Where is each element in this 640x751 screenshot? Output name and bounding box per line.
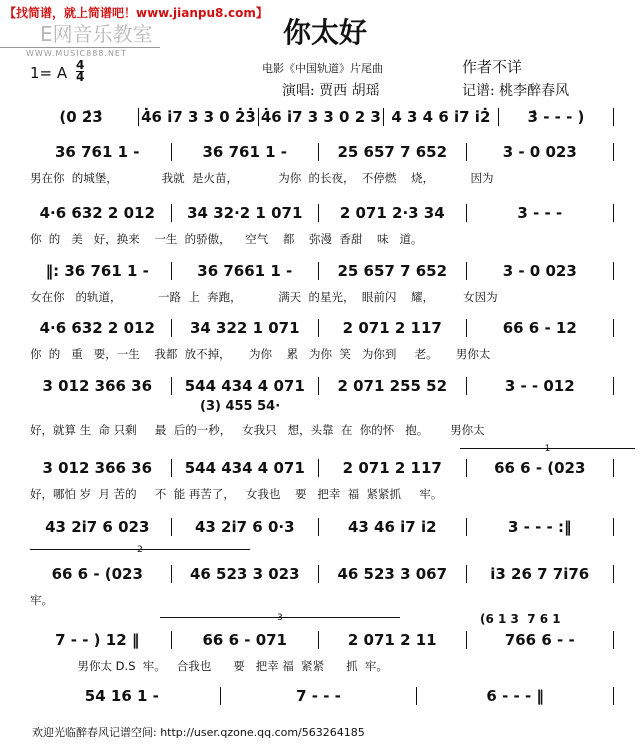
measure: 25 657 7 652: [337, 262, 448, 280]
lyrics-line: 好，哪怕 岁 月 苦的 不 能 再苦了， 女我也 要 把幸 福 紧紧抓 牢。: [30, 487, 443, 501]
measure: 2 071 2 117: [342, 459, 442, 477]
bar-line: [613, 565, 614, 583]
score-system: [24, 687, 614, 705]
measure: 4·6 632 2 012: [39, 319, 155, 337]
score-system: [24, 565, 614, 583]
measure: 2 071 2 11: [347, 631, 437, 649]
measure: 2 071 255 52: [337, 377, 448, 395]
measure: 4̇6 i̇7 3 3 0 2̇3̇: [141, 108, 256, 126]
measure: 4 3 4 6 i̇7 i̇2̇: [391, 108, 491, 126]
measure: 66 6 - (023: [51, 565, 143, 583]
measure: 766 6 - -: [504, 631, 575, 649]
measure: 66 6 - 12: [502, 319, 577, 337]
alternate-notes: (3) 455 54·: [200, 399, 281, 414]
volta-bracket: 1: [460, 448, 635, 455]
measure: 3 012 366 36: [42, 377, 153, 395]
measure: 66 6 - (023: [494, 459, 586, 477]
measure: 43 46 i7 i2: [347, 518, 437, 536]
measure: 2 071 2 117: [342, 319, 442, 337]
measure: 46 523 3 067: [337, 565, 448, 583]
lyrics-line: 你 的 美 好，换来 一生 的骄傲， 空气 都 弥漫 香甜 味 道。: [30, 232, 423, 246]
score-system: [24, 459, 614, 477]
footer-text: 欢迎光临醉春风记谱空间: http://user.qzone.qq.com/563264185: [32, 726, 365, 739]
volta-bracket: 3: [160, 617, 400, 624]
bar-line: [613, 319, 614, 337]
measure: 7 - - ) 12 ‖: [55, 631, 140, 649]
bar-line: [613, 108, 614, 126]
measure: ‖: 36 761 1 -: [45, 262, 149, 280]
lyrics-line: 你 的 重 要，一生 我都 放不掉， 为你 累 为你 笑 为你到 老。 男你太: [30, 347, 491, 361]
divider: [0, 47, 160, 48]
measure: 36 7661 1 -: [197, 262, 293, 280]
watermark-logo: E网音乐教室: [40, 22, 153, 46]
measure: 3 - 0 023: [502, 143, 577, 161]
measure: 4̇6 i̇7 3 3 0 2 3: [260, 108, 381, 126]
measure: 36 761 1 -: [54, 143, 140, 161]
measure: 43 2i7 6 0·3: [194, 518, 295, 536]
alternate-notes: (6 1 3 7 6 1: [480, 612, 561, 626]
measure: 3 - - -: [517, 204, 563, 222]
measure: i3 26 7 7i76: [490, 565, 590, 583]
lyrics-line: 女在你 的轨道， 一路 上 奔跑， 满天 的星光， 眼前闪 耀， 女因为: [30, 290, 498, 304]
score-system: [24, 518, 614, 536]
transcriber: 记谱: 桃李醉春风: [462, 83, 570, 99]
meter-top: 4: [76, 58, 85, 72]
measure: 43 2i7 6 023: [45, 518, 150, 536]
site-banner: 【找简谱，就上简谱吧！www.jianpu8.com】: [4, 6, 268, 20]
measure: 3 - - 012: [504, 377, 575, 395]
lyrics-line: 好，就算 生 命 只剩 最 后的一秒， 女我只 想，头靠 在 你的怀 抱。 男你太: [30, 423, 485, 437]
bar-line: [613, 631, 614, 649]
score-system: [24, 631, 614, 649]
lyrics-line: 男在你 的城堡， 我就 是火苗， 为你 的长夜， 不停燃 烧， 因为: [30, 171, 494, 185]
measure: 544 434 4 071: [184, 459, 305, 477]
measure: 36 761 1 -: [202, 143, 287, 161]
measure: 3 012 366 36: [42, 459, 153, 477]
bar-line: [613, 143, 614, 161]
measure: 3 - - - :‖: [507, 518, 572, 536]
measure: 66 6 - 071: [202, 631, 287, 649]
measure: (0 2̇3̇: [59, 108, 103, 126]
measure: 34 32·2 1 071: [187, 204, 303, 222]
measure: 7 - - -: [296, 687, 341, 705]
watermark-url: WWW.MUSIC888.NET: [26, 49, 127, 58]
measure: 2 071 2·3 34: [339, 204, 445, 222]
measure: 34 322 1 071: [189, 319, 300, 337]
bar-line: [613, 459, 614, 477]
score-system: [24, 204, 614, 222]
key-signature: 1= A: [30, 64, 68, 82]
bar-line: [613, 687, 614, 705]
bar-line: [613, 262, 614, 280]
lyrics-line: 男你太 D.S 牢。 合我也 要 把幸 福 紧紧 抓 牢。: [30, 659, 388, 673]
song-title: 你太好: [282, 16, 367, 49]
score-system: [24, 262, 614, 280]
measure: 54 16 1 -: [84, 687, 159, 705]
singers: 演唱: 贾西 胡瑶: [282, 83, 380, 99]
measure: 4·6 632 2 012: [39, 204, 155, 222]
time-signature: [76, 60, 84, 83]
score-system: [24, 143, 614, 161]
measure: 6 - - - ‖: [486, 687, 544, 705]
measure: 544 434 4 071: [184, 377, 305, 395]
score-system: [24, 319, 614, 337]
lyrics-line: 牢。: [30, 593, 53, 607]
measure: 46 523 3 023: [189, 565, 300, 583]
measure: 3̇ - - - ): [527, 108, 585, 126]
measure: 3 - 0 023: [502, 262, 577, 280]
author: 作者不详: [462, 58, 523, 76]
meter-bottom: 4: [76, 70, 85, 84]
subtitle: 电影《中国轨道》片尾曲: [262, 62, 383, 75]
score-system: [24, 108, 614, 126]
volta-bracket: 2: [30, 549, 250, 556]
score-system: [24, 377, 614, 395]
bar-line: [613, 518, 614, 536]
measure: 25 657 7 652: [337, 143, 448, 161]
bar-line: [613, 377, 614, 395]
bar-line: [613, 204, 614, 222]
